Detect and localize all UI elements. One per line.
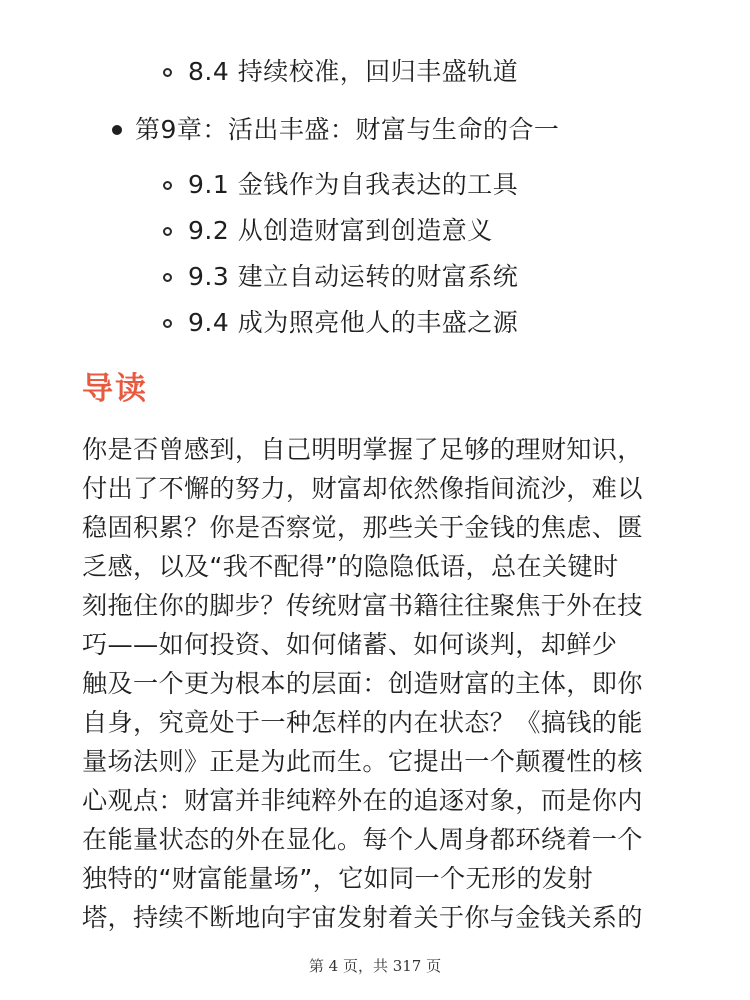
paragraph-line: 心观点：财富并非纯粹外在的追逐对象，而是你内 [82, 786, 643, 815]
paragraph-line: 付出了不懈的努力，财富却依然像指间流沙，难以 [82, 474, 643, 503]
paragraph-line: 塔，持续不断地向宇宙发射着关于你与金钱关系的 [82, 903, 643, 932]
paragraph-line: 你是否曾感到，自己明明掌握了足够的理财知识， [82, 435, 643, 464]
paragraph-line: 触及一个更为根本的层面：创造财富的主体，即你 [82, 669, 643, 698]
paragraph-line: 巧——如何投资、如何储蓄、如何谈判，却鲜少 [82, 630, 618, 659]
toc-item: 9.3 建立自动运转的财富系统 [188, 262, 519, 291]
toc-item-chapter: 第9章：活出丰盛：财富与生命的合一 [135, 115, 560, 144]
paragraph-line: 乏感，以及“我不配得”的隐隐低语，总在关键时 [82, 552, 619, 581]
paragraph-line: 自身，究竟处于一种怎样的内在状态？《搞钱的能 [82, 708, 643, 737]
paragraph-line: 稳固积累？你是否察觉，那些关于金钱的焦虑、匮 [82, 513, 643, 542]
circle-bullet-icon [163, 68, 172, 77]
circle-bullet-icon [163, 319, 172, 328]
circle-bullet-icon [163, 273, 172, 282]
page-number-footer: 第 4 页，共 317 页 [308, 957, 442, 975]
circle-bullet-icon [163, 181, 172, 190]
circle-bullet-icon [163, 227, 172, 236]
disc-bullet-icon [112, 125, 122, 135]
paragraph-line: 刻拖住你的脚步？传统财富书籍往往聚焦于外在技 [82, 591, 643, 620]
toc-item: 9.2 从创造财富到创造意义 [188, 216, 493, 245]
paragraph-line: 独特的“财富能量场”，它如同一个无形的发射 [82, 864, 593, 893]
paragraph-line: 量场法则》正是为此而生。它提出一个颠覆性的核 [82, 747, 643, 776]
toc-item: 9.4 成为照亮他人的丰盛之源 [188, 308, 519, 337]
paragraph-line: 在能量状态的外在显化。每个人周身都环绕着一个 [82, 825, 643, 854]
section-title: 导读 [82, 371, 148, 407]
toc-item: 8.4 持续校准，回归丰盛轨道 [188, 57, 519, 86]
body-paragraph [82, 430, 682, 937]
toc-item: 9.1 金钱作为自我表达的工具 [188, 170, 519, 199]
